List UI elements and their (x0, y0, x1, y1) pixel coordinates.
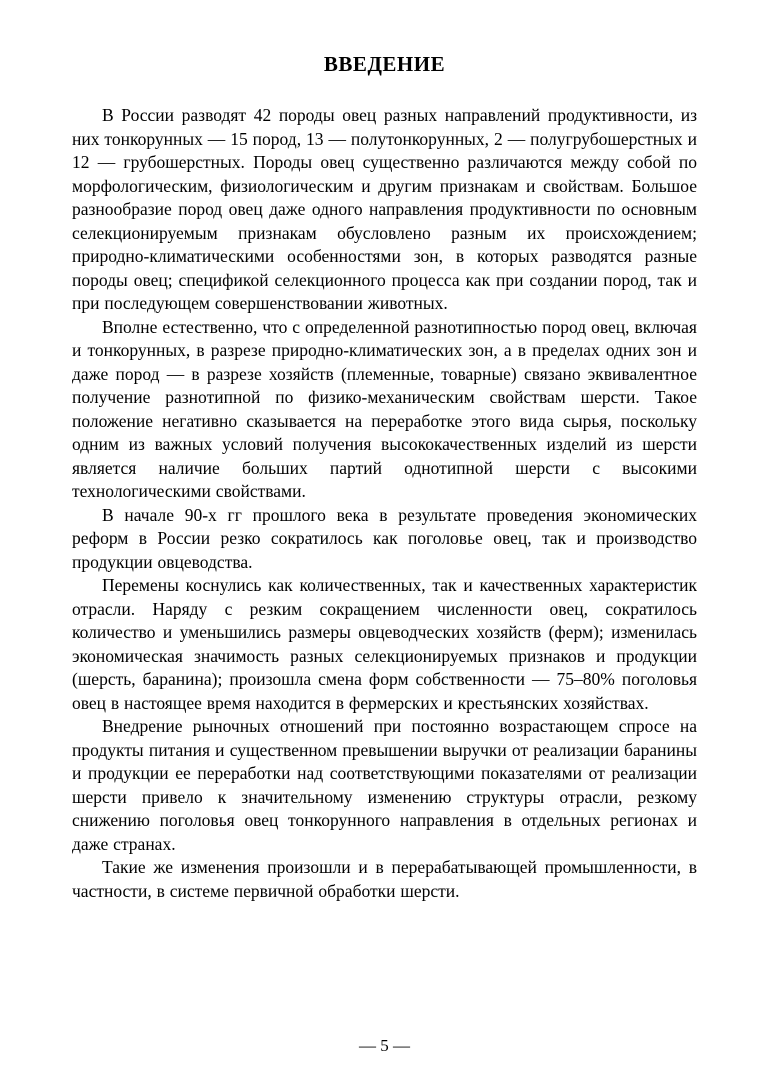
page-number: — 5 — (359, 1036, 410, 1055)
paragraph: Внедрение рыночных отношений при постоянно возрастающем спросе на продукты питания и существенном превышении выручки от реализации баранины и продукции ее переработки над соответствующими показателями от реализации шерсти привело к значительному изменению структуры отрасли, резкому снижению поголовья овец тонкорунного направления в отдельных регионах и даже странах. (72, 716, 697, 854)
paragraph: Перемены коснулись как количественных, так и качественных характеристик отрасли. Наряду с резким сокращением численности овец, сократилось количество и уменьшились размеры овцеводческих хозяйств (ферм); изменилась экономическая значимость разных селекционируемых признаков и продукции (шерсть, баранина); произошла смена форм собственности — 75–80% поголовья овец в настоящее время находится в фермерских и крестьянских хозяйствах. (72, 575, 697, 713)
paragraph: Вполне естественно, что с определенной разнотипностью пород овец, включая и тонкорунных, в разрезе природно-климатических зон, а в пределах одних зон и даже пород — в разрезе хозяйств (племенные, товарные) связано эквивалентное получение разнотипной по физико-механическим свойствам шерсти. Такое положение негативно сказывается на переработке этого вида сырья, поскольку одним из важных условий получения высококачественных изделий из шерсти является наличие больших партий однотипной шерсти с высокими технологическими свойствами. (72, 316, 697, 501)
paragraph: В начале 90-х гг прошлого века в результате проведения экономических реформ в России резко сократилось как поголовье овец, так и производство продукции овцеводства. (72, 504, 697, 572)
page-title: ВВЕДЕНИЕ (323, 52, 446, 76)
paragraph: Такие же изменения произошли и в перерабатывающей промышленности, в частности, в системе первичной обработки шерсти. (72, 857, 697, 901)
paragraph: В России разводят 42 породы овец разных направлений продуктивности, из них тонкорунных — 15 пород, 13 — полутонкорунных, 2 — полугрубошерстных и 12 — грубошерстных. Породы овец существенно различаются между собой по морфологическим, физиологическим и другим признакам и свойствам. Большое разнообразие пород овец даже одного направления продуктивности по основным селекционируемым признакам обусловлено разным их происхождением; природно-климатическими особенностями зон, в которых разводятся разные породы овец; спецификой селекционного процесса как при создании пород, так и при последующем совершенствовании животных. (72, 105, 697, 313)
body-text (72, 104, 697, 903)
